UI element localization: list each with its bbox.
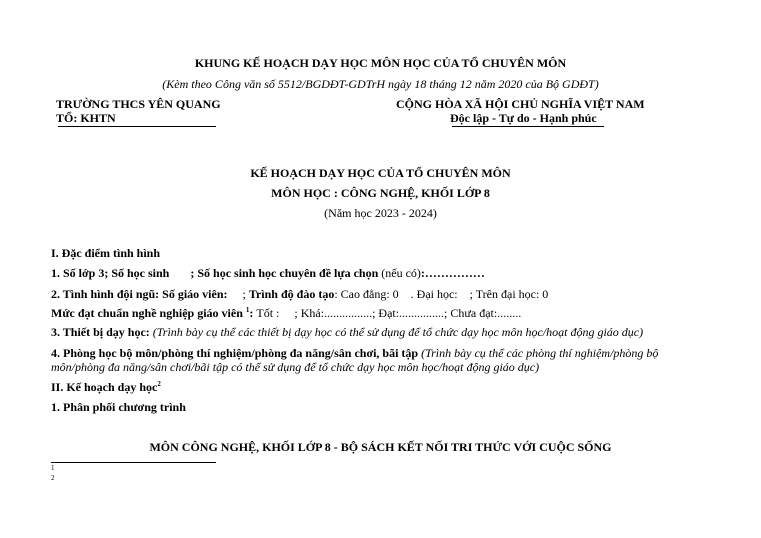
footnote-separator	[51, 462, 216, 463]
class-count-line	[51, 266, 485, 281]
standard-colon: :	[249, 306, 257, 320]
class-count-dots: :……………	[420, 266, 485, 280]
standard-line	[51, 306, 521, 321]
document-title: KHUNG KẾ HOẠCH DẠY HỌC MÔN HỌC CỦA TỔ CHUYÊN MÔN	[194, 56, 567, 70]
equipment-label: 3. Thiết bị dạy học:	[51, 325, 150, 339]
motto-underline	[452, 126, 604, 127]
equipment-note: (Trình bày cụ thể các thiết bị dạy học có thể sử dụng để tổ chức dạy học môn học/hoạt động giáo dục)	[149, 325, 644, 339]
section-2-heading	[51, 380, 161, 395]
staff-gap: ;	[230, 287, 249, 301]
plan-subject: MÔN HỌC : CÔNG NGHỆ, KHỐI LỚP 8	[271, 186, 490, 200]
footnote-2: 2	[51, 474, 55, 482]
footnote-ref-2: 2	[157, 380, 161, 388]
staff-label: 2. Tình hình đội ngũ: Số giáo viên:	[51, 287, 231, 301]
group-name: TỔ: KHTN	[56, 111, 116, 125]
program-title: MÔN CÔNG NGHỆ, KHỐI LỚP 8 - BỘ SÁCH KẾT NỐI TRI THỨC VỚI CUỘC SỐNG	[149, 440, 612, 454]
school-name: TRƯỜNG THCS YÊN QUANG	[56, 97, 221, 111]
plan-title: KẾ HOẠCH DẠY HỌC CỦA TỔ CHUYÊN MÔN	[250, 166, 511, 180]
optional-note: (nếu có)	[378, 266, 421, 280]
distribution-heading: 1. Phân phối chương trình	[51, 400, 186, 414]
plan-year: (Năm học 2023 - 2024)	[324, 206, 437, 220]
section-2-heading-text: II. Kế hoạch dạy học	[51, 380, 158, 394]
training-label: Trình độ đào tạo	[248, 287, 335, 301]
staff-line	[51, 287, 548, 302]
document-subtitle: (Kèm theo Công văn số 5512/BGDĐT-GDTrH ngày 18 tháng 12 năm 2020 của Bộ GDĐT)	[162, 77, 599, 91]
motto: Độc lập - Tự do - Hạnh phúc	[450, 111, 597, 125]
equipment-line	[51, 325, 643, 340]
standard-label: Mức đạt chuẩn nghề nghiệp giáo viên	[51, 306, 246, 320]
rooms-note: (Trình bày cụ thể các phòng thí nghiệm/phòng bộ môn/phòng đa năng/sân chơi/bãi tập có thể sử dụng để tổ chức dạy học môn học/hoạt động giáo dục)	[51, 346, 659, 374]
republic-heading: CỘNG HÒA XÃ HỘI CHỦ NGHĨA VIỆT NAM	[396, 97, 645, 111]
rooms-label: 4. Phòng học bộ môn/phòng thí nghiệm/phòng đa năng/sân chơi, bãi tập	[51, 346, 419, 360]
rooms-paragraph	[51, 346, 713, 374]
group-underline	[58, 126, 216, 127]
standard-values: Tốt : ; Khá:................; Đạt:...............; Chưa đạt:........	[256, 306, 522, 320]
class-count-text: 1. Số lớp 3; Số học sinh ; Số học sinh học chuyên đề lựa chọn	[51, 266, 379, 280]
footnote-ref-1: 1	[245, 306, 250, 314]
section-1-heading: I. Đặc điểm tình hình	[51, 246, 161, 260]
footnote-1: 1	[51, 464, 55, 472]
training-values: : Cao đẳng: 0 . Đại học: ; Trên đại học: 0	[334, 287, 549, 301]
